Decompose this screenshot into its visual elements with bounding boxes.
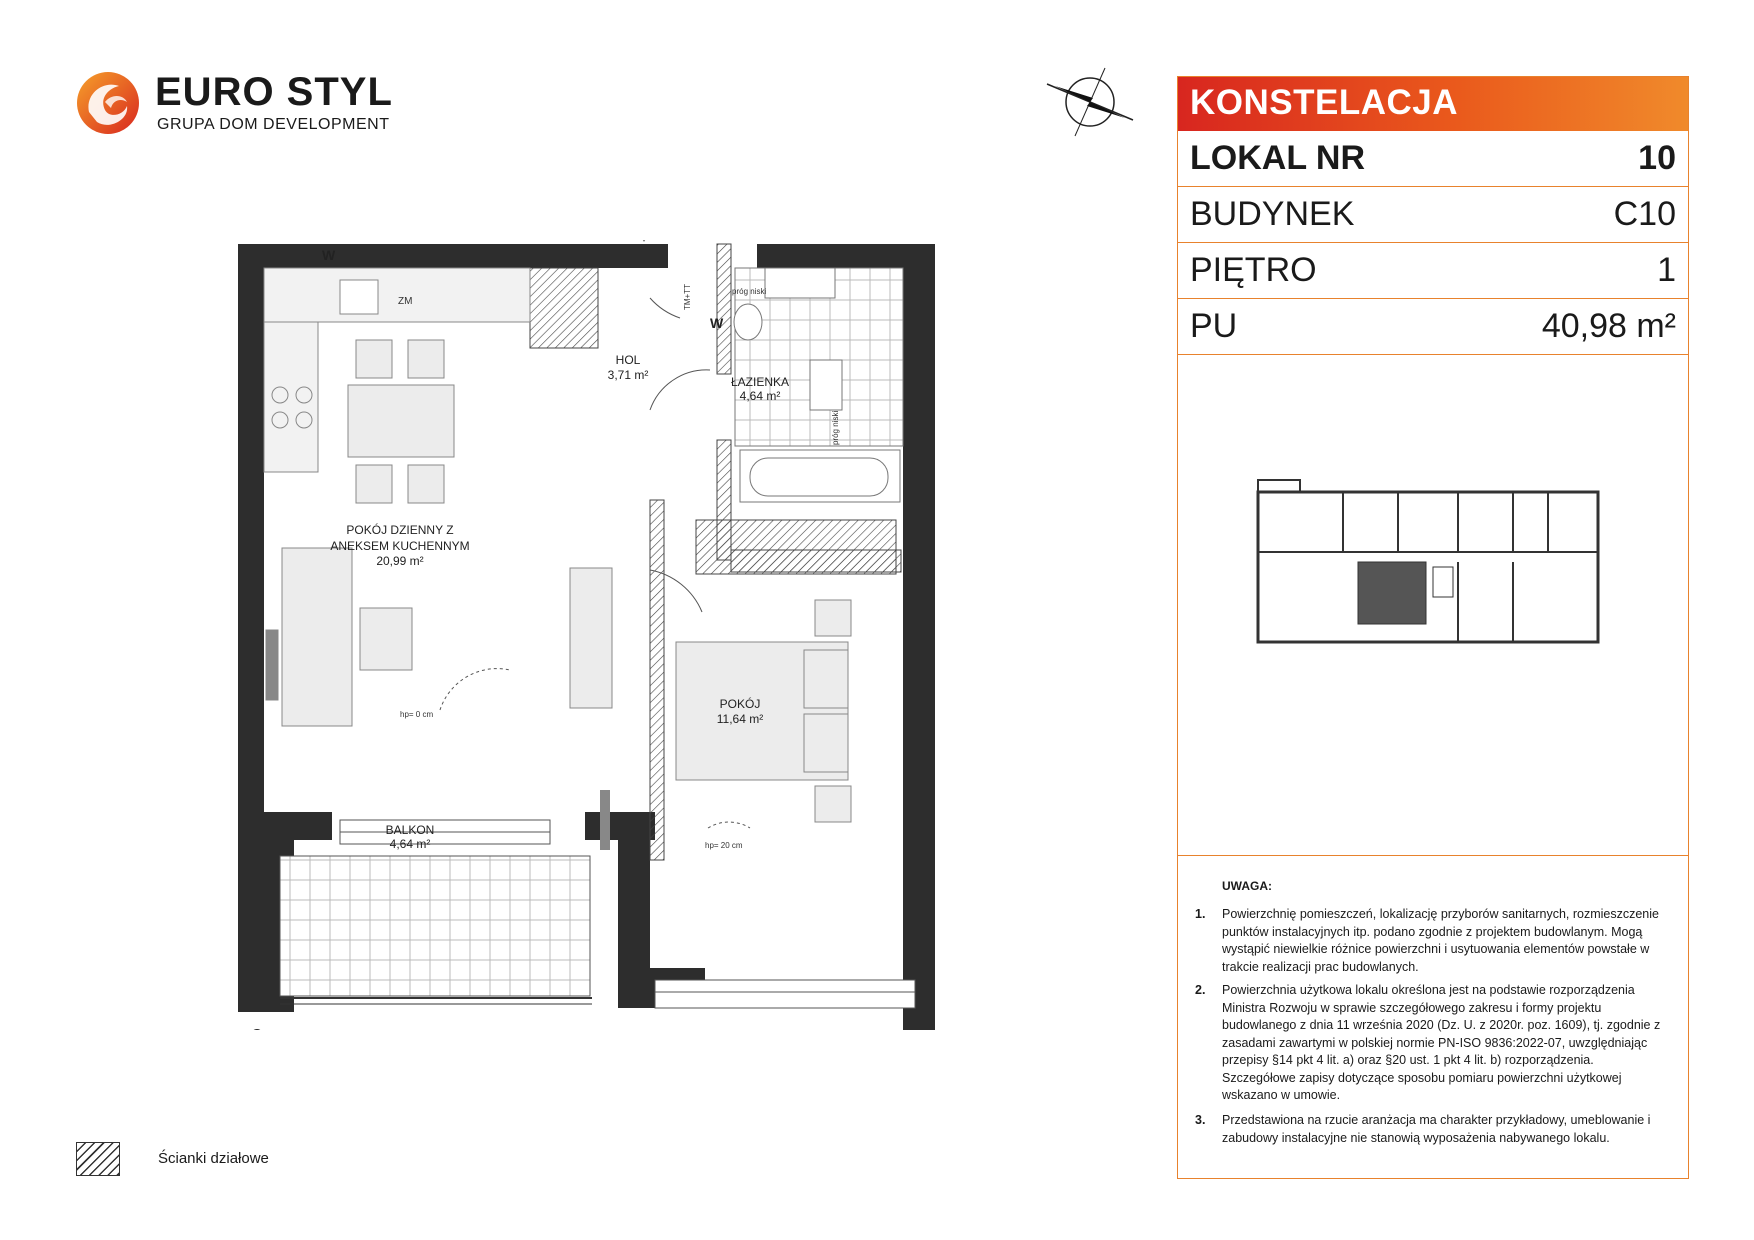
building-row: [1178, 187, 1688, 243]
living-room-name-2: ANEKSEM KUCHENNYM: [330, 539, 470, 553]
floor-plan: [230, 240, 990, 1030]
brand-logo: [75, 68, 395, 138]
note-1-number: 1.: [1195, 907, 1206, 921]
bathroom-name: ŁAZIENKA: [730, 375, 790, 389]
hall-door-swing: [650, 298, 680, 318]
room-hp-label: hp= 20 cm: [705, 841, 743, 850]
bathroom-area: 4,64 m²: [739, 389, 781, 403]
note-2-number: 2.: [1195, 983, 1206, 997]
note-2-text: Powierzchnia użytkowa lokalu określona jest na podstawie rozporządzenia Ministra Rozwoju w sprawie szczegółowego zakresu i formy projektu budowlanego z dnia 11 września 2020 (Dz. U. z 2020r. poz. 1609), tj. zgodnie z zasadami zawartymi w polskiej normie PN-ISO 9836:2022-07, uwzględniając przepisy §14 pkt 4 lit. a) oraz §20 ust. 1 pkt 4 lit. b) rozporządzenia. Szczegółowe zapisy dotyczące sposobu pomiaru powierzchni użytkowej wskazano w umowie.: [1222, 983, 1661, 1102]
water-marker-2: W: [710, 315, 724, 331]
note-3-number: 3.: [1195, 1113, 1206, 1127]
unit-number-label: LOKAL NR: [1190, 139, 1366, 177]
floor-row: [1178, 243, 1688, 299]
building-value: C10: [1613, 195, 1676, 233]
balcony-floor: [280, 856, 590, 996]
area-label: PU: [1190, 307, 1238, 345]
brand-subtitle: GRUPA DOM DEVELOPMENT: [157, 116, 390, 133]
notes-section: [1178, 855, 1688, 1181]
area-value: 40,98 m²: [1541, 307, 1676, 345]
dining-set: [348, 340, 454, 503]
building-key-plan: [1248, 472, 1628, 652]
partition-wall-legend-swatch: [76, 1142, 120, 1176]
partition-wall-legend-label: Ścianki działowe: [158, 1150, 269, 1167]
unit-number-row: [1178, 131, 1688, 187]
hall-name: HOL: [615, 353, 641, 367]
tm-label: TM+TT: [683, 284, 692, 310]
room-window: [655, 980, 915, 1008]
project-name: KONSTELACJA: [1190, 83, 1459, 122]
note-2: [1195, 982, 1662, 1105]
brand-name: EURO STYL: [155, 70, 393, 114]
bedroom-furniture: [676, 600, 851, 822]
living-room-area: 20,99 m²: [376, 554, 424, 568]
living-furniture: [266, 548, 612, 726]
notes-title: UWAGA:: [1222, 879, 1272, 893]
building-label: BUDYNEK: [1190, 195, 1355, 233]
unit-number-value: 10: [1638, 139, 1676, 177]
water-marker-1: W: [322, 247, 336, 263]
radiator: [600, 790, 610, 850]
threshold-label-1: próg niski: [732, 287, 767, 296]
note-3-text: Przedstawiona na rzucie aranżacja ma charakter przykładowy, umeblowanie i zabudowy instalacyjne nie stanowią wyposażenia nabywanego lokalu.: [1222, 1113, 1651, 1145]
note-1-text: Powierzchnię pomieszczeń, lokalizację przyborów sanitarnych, rozmieszczenie punktów instalacyjnych itp. podano zgodnie z projektem budowlanym. Mogą wystąpić niewielkie różnice powierzchni i usytuowania elementów powstałe w trakcie realizacji prac budowlanych.: [1222, 907, 1659, 974]
balcony-hp-label: hp= 0 cm: [400, 710, 434, 719]
north-arrow-icon: [1045, 66, 1135, 138]
floor-value: 1: [1657, 251, 1676, 289]
threshold-label-2: próg niski: [831, 410, 840, 445]
entrance-marker-icon: [630, 240, 658, 242]
balcony-area: 4,64 m²: [389, 837, 431, 851]
floor-label: PIĘTRO: [1190, 251, 1317, 289]
note-3: [1195, 1112, 1662, 1147]
area-row: [1178, 299, 1688, 355]
living-room-name: POKÓJ DZIENNY Z: [346, 523, 454, 537]
bedroom-area: 11,64 m²: [716, 712, 764, 726]
bedroom-name: POKÓJ: [719, 697, 761, 711]
wardrobe: [696, 520, 896, 574]
fridge-label: ZM: [398, 296, 413, 307]
flame-logo-icon: [75, 68, 145, 138]
current-unit-highlight: [1358, 562, 1426, 624]
hall-area: 3,71 m²: [607, 368, 649, 382]
apartment-info-panel: [1177, 76, 1689, 1179]
balcony-name: BALKON: [385, 823, 435, 837]
project-header: [1178, 77, 1688, 131]
note-1: [1195, 906, 1662, 976]
